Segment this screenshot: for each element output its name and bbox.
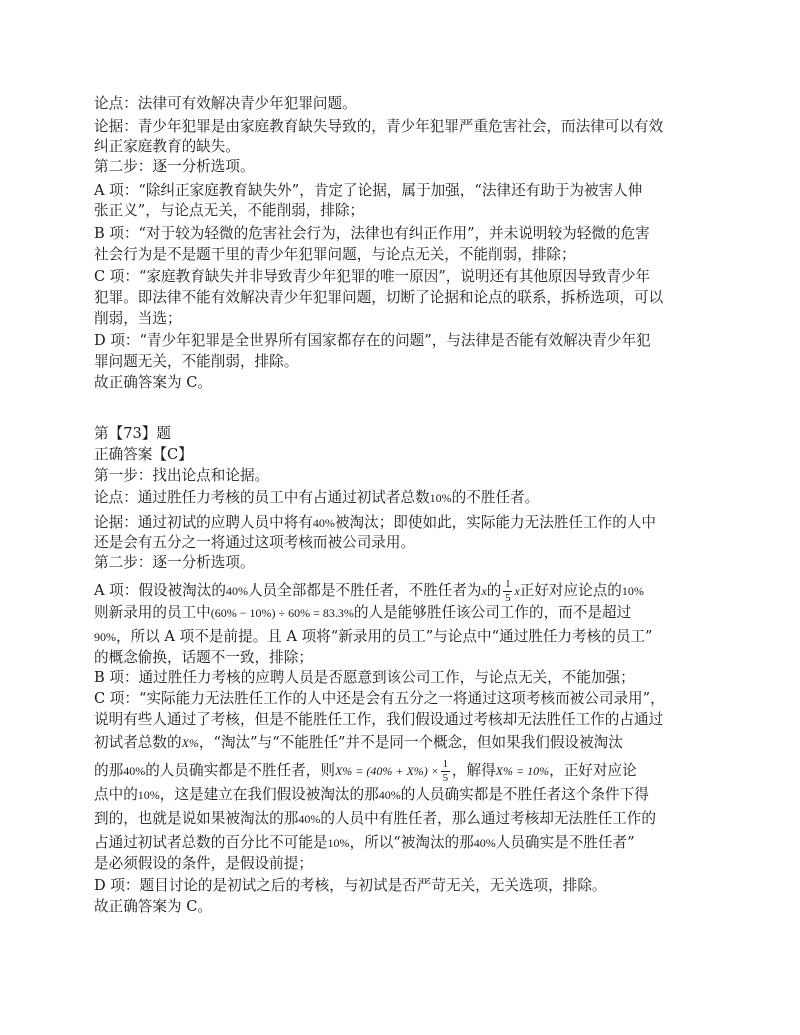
q73-option-c-line-6 <box>94 809 656 829</box>
math-variable-x-percent: X% <box>181 736 199 750</box>
q73-title: 第【73】题 <box>94 425 171 442</box>
q73-c6-text-1: 到的，也就是说如果被淘汰的那 <box>94 810 299 827</box>
q73-option-c-line-4 <box>94 757 637 785</box>
q73-evidence-line-1 <box>94 513 656 533</box>
fraction-numerator: 1 <box>442 757 449 770</box>
q73-option-c-line-8: 是必须假设的条件，是假设前提； <box>94 855 313 872</box>
q73-option-c-line-7 <box>94 833 635 853</box>
fraction-numerator: 1 <box>505 577 511 590</box>
math-equation: X% = (40% + X%) × <box>334 764 439 778</box>
q73-a1-text-2: 人员全部都是不胜任者，不胜任者为 <box>247 582 482 599</box>
fraction-denominator: 5 <box>442 771 449 784</box>
q72-claim: 论点：法律可有效解决青少年犯罪问题。 <box>94 95 357 112</box>
q73-option-d: D 项：题目讨论的是初试之后的考核，与初试是否严苛无关，无关选项，排除。 <box>94 877 607 894</box>
q73-claim-text-1: 论点：通过胜任力考核的员工中有占通过初试者总数 <box>94 489 430 506</box>
math-percent-40: 40% <box>312 516 335 530</box>
math-variable-x: x <box>481 584 487 598</box>
q73-a2-text-1: 则新录用的员工中 <box>94 604 211 621</box>
q72-step-2: 第二步：逐一分析选项。 <box>94 158 255 175</box>
q73-option-c-line-5 <box>94 785 649 805</box>
q73-option-a-line-1 <box>94 577 644 605</box>
q73-final-answer: 故正确答案为 C。 <box>94 898 212 915</box>
q73-option-c-line-2: 说明有些人通过了考核，但是不能胜任工作，我们假设通过考核却无法胜任工作的占通过 <box>94 711 664 728</box>
math-percent-10: 10% <box>429 491 452 505</box>
q72-evidence-line-2: 纠正家庭教育的缺失。 <box>94 138 240 155</box>
q73-c7-text-3: 人员确实是不胜任者” <box>495 834 635 851</box>
q73-evidence-text-2: 被淘汰；即使如此，实际能力无法胜任工作的人中 <box>334 514 656 531</box>
q72-final-answer: 故正确答案为 C。 <box>94 374 212 391</box>
q72-option-b-line-1: B 项：“对于较为轻微的危害社会行为，法律也有纠正作用”，并未说明较为轻微的危害 <box>94 225 650 242</box>
q73-step-1: 第一步：找出论点和论据。 <box>94 467 270 484</box>
q73-option-c-line-3 <box>94 733 623 753</box>
q73-evidence-line-2: 还是会有五分之一将通过这项考核而被公司录用。 <box>94 534 416 551</box>
math-percent-40: 40% <box>225 584 248 598</box>
math-calculation: (60% − 10%) ÷ 60% = 83.3% <box>210 606 354 620</box>
q73-c4-text-3: ，解得 <box>451 762 496 779</box>
math-fraction-one-fifth <box>441 759 450 784</box>
q73-a1-text-1: A 项：假设被淘汰的 <box>94 582 226 599</box>
q73-a3-text: ，所以 A 项不是前提。且 A 项将“新录用的员工”与论点中“通过胜任力考核的员工” <box>116 628 653 645</box>
q72-option-d-line-2: 罪问题无关，不能削弱，排除。 <box>94 353 299 370</box>
q73-c5-text-1: 点中的 <box>94 786 138 803</box>
math-percent-40: 40% <box>123 764 146 778</box>
math-percent-90: 90% <box>94 630 116 644</box>
q72-option-a-line-1: A 项：“除纠正家庭教育缺失外”，肯定了论据，属于加强，“法律还有助于为被害人伸 <box>94 182 643 199</box>
q73-a2-text-2: 的人是能够胜任该公司工作的，而不是超过 <box>353 604 632 621</box>
q73-c3-text-2: ，“淘汰”与“不能胜任”并不是同一个概念，但如果我们假设被淘汰 <box>198 734 623 751</box>
q73-c5-text-3: 的人员确实都是不胜任者这个条件下得 <box>400 786 649 803</box>
math-fraction-one-fifth <box>503 579 512 604</box>
math-percent-40: 40% <box>378 788 401 802</box>
q72-option-c-line-1: C 项：“家庭教育缺失并非导致青少年犯罪的唯一原因”，说明还有其他原因导致青少年 <box>94 268 651 285</box>
q73-option-c-line-1: C 项：“实际能力无法胜任工作的人中还是会有五分之一将通过这项考核而被公司录用”， <box>94 690 665 707</box>
q73-step-2: 第二步：逐一分析选项。 <box>94 554 255 571</box>
math-percent-40: 40% <box>473 836 496 850</box>
q72-option-c-line-2: 犯罪。即法律不能有效解决青少年犯罪问题，切断了论据和论点的联系，拆桥选项，可以 <box>94 289 664 306</box>
q73-option-a-line-2 <box>94 603 631 623</box>
q73-c6-text-2: 的人员中有胜任者，那么通过考核却无法胜任工作的 <box>320 810 656 827</box>
q72-option-a-line-2: 张正义”，与论点无关，不能削弱，排除； <box>94 202 365 219</box>
q73-claim <box>94 488 539 508</box>
q73-c5-text-2: ，这是建立在我们假设被淘汰的那 <box>159 786 379 803</box>
q73-a1-text-4: 正好对应论点的 <box>519 582 622 599</box>
q72-option-d-line-1: D 项：“青少年犯罪是全世界所有国家都存在的问题”，与法律是否能有效解决青少年犯 <box>94 332 651 349</box>
q73-c7-text-1: 占通过初试者总数的百分比不可能是 <box>94 834 328 851</box>
q73-a1-text-3: 的 <box>486 582 502 599</box>
q73-c4-text-1: 的那 <box>94 762 124 779</box>
q72-evidence-line-1: 论据：青少年犯罪是由家庭教育缺失导致的，青少年犯罪严重危害社会，而法律可以有效 <box>94 118 664 135</box>
q73-option-a-line-4: 的概念偷换，话题不一致，排除； <box>94 649 313 666</box>
q73-c7-text-2: ，所以“被淘汰的那 <box>349 834 474 851</box>
q73-claim-text-2: 的不胜任者。 <box>451 489 540 506</box>
q72-option-b-line-2: 社会行为是不是题干里的青少年犯罪问题，与论点无关，不能削弱，排除； <box>94 246 576 263</box>
math-percent-10: 10% <box>621 584 644 598</box>
math-percent-40: 40% <box>298 812 321 826</box>
math-variable-x: x <box>514 584 520 598</box>
q73-evidence-text-1: 论据：通过初试的应聘人员中将有 <box>94 514 313 531</box>
q73-c3-text-1: 初试者总数的 <box>94 734 182 751</box>
fraction-denominator: 5 <box>505 591 511 604</box>
math-percent-10: 10% <box>137 788 160 802</box>
q73-correct-answer: 正确答案【C】 <box>94 446 193 463</box>
q73-option-a-line-3 <box>94 627 652 647</box>
q73-option-b: B 项：通过胜任力考核的应聘人员是否愿意到该公司工作，与论点无关，不能加强； <box>94 669 635 686</box>
q73-c4-text-2: 的人员确实都是不胜任者，则 <box>145 762 335 779</box>
q73-c4-text-4: ，正好对应论 <box>549 762 637 779</box>
q72-option-c-line-3: 削弱，当选； <box>94 310 182 327</box>
math-solution: X% = 10% <box>495 764 550 778</box>
math-percent-10: 10% <box>327 836 350 850</box>
